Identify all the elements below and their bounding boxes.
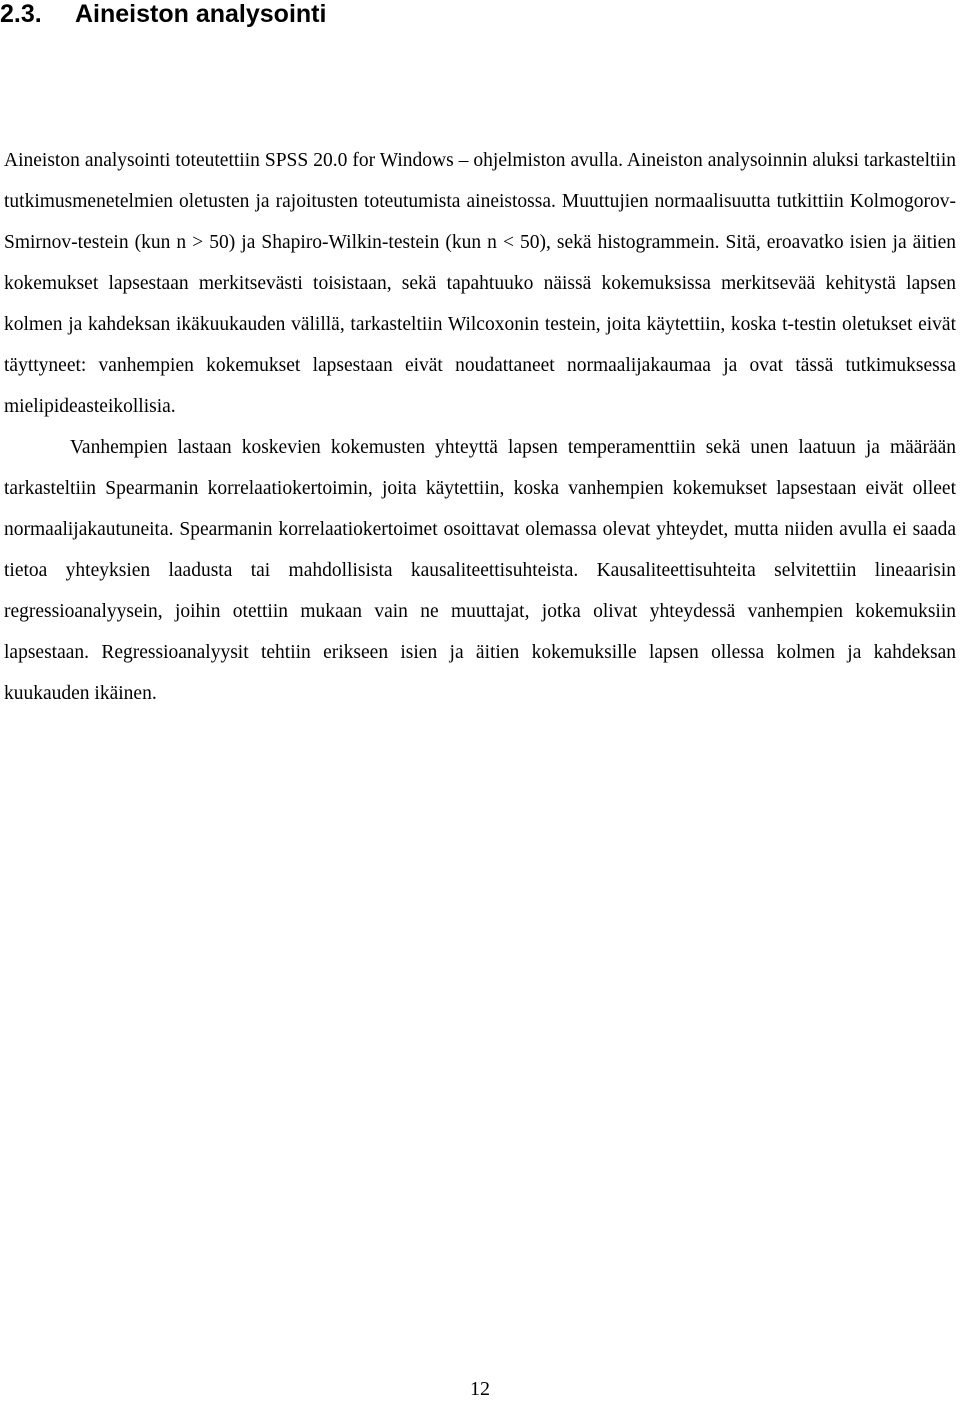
section-heading	[0, 0, 326, 28]
page-number: 12	[470, 1378, 490, 1400]
paragraph-1: Aineiston analysointi toteutettiin SPSS 20.0 for Windows – ohjelmiston avulla. Aineiston analysoinnin aluksi tarkasteltiin tutkimusmenetelmien oletusten ja rajoitusten toteutumista aineistossa. Muuttujien normaalisuutta tutkittiin Kolmogorov-Smirnov-testein (kun n > 50) ja Shapiro-Wilkin-testein (kun n < 50), sekä histogrammein. Sitä, eroavatko isien ja äitien kokemukset lapsestaan merkitsevästi toisistaan, sekä tapahtuuko näissä kokemuksissa merkitsevää kehitystä lapsen kolmen ja kahdeksan ikäkuukauden välillä, tarkasteltiin Wilcoxonin testein, joita käytettiin, koska t-testin oletukset eivät täyttyneet: vanhempien kokemukset lapsestaan eivät noudattaneet normaalijakaumaa ja ovat tässä tutkimuksessa mielipideasteikollisia.	[4, 150, 956, 417]
paragraph-2: Vanhempien lastaan koskevien kokemusten yhteyttä lapsen temperamenttiin sekä unen laatuun ja määrään tarkasteltiin Spearmanin korrelaatiokertoimin, joita käytettiin, koska vanhempien kokemukset lapsestaan eivät olleet normaalijakautuneita. Spearmanin korrelaatiokertoimet osoittavat olemassa olevat yhteydet, mutta niiden avulla ei saada tietoa yhteyksien laadusta tai mahdollisista kausaliteettisuhteista. Kausaliteettisuhteita selvitettiin lineaarisin regressioanalyysein, joihin otettiin mukaan vain ne muuttajat, jotka olivat yhteydessä vanhempien kokemuksiin lapsestaan. Regressioanalyysit tehtiin erikseen isien ja äitien kokemuksille lapsen ollessa kolmen ja kahdeksan kuukauden ikäinen.	[4, 437, 956, 704]
section-number: 2.3.	[0, 0, 42, 28]
body-text	[4, 140, 956, 714]
section-title: Aineiston analysointi	[75, 0, 327, 28]
